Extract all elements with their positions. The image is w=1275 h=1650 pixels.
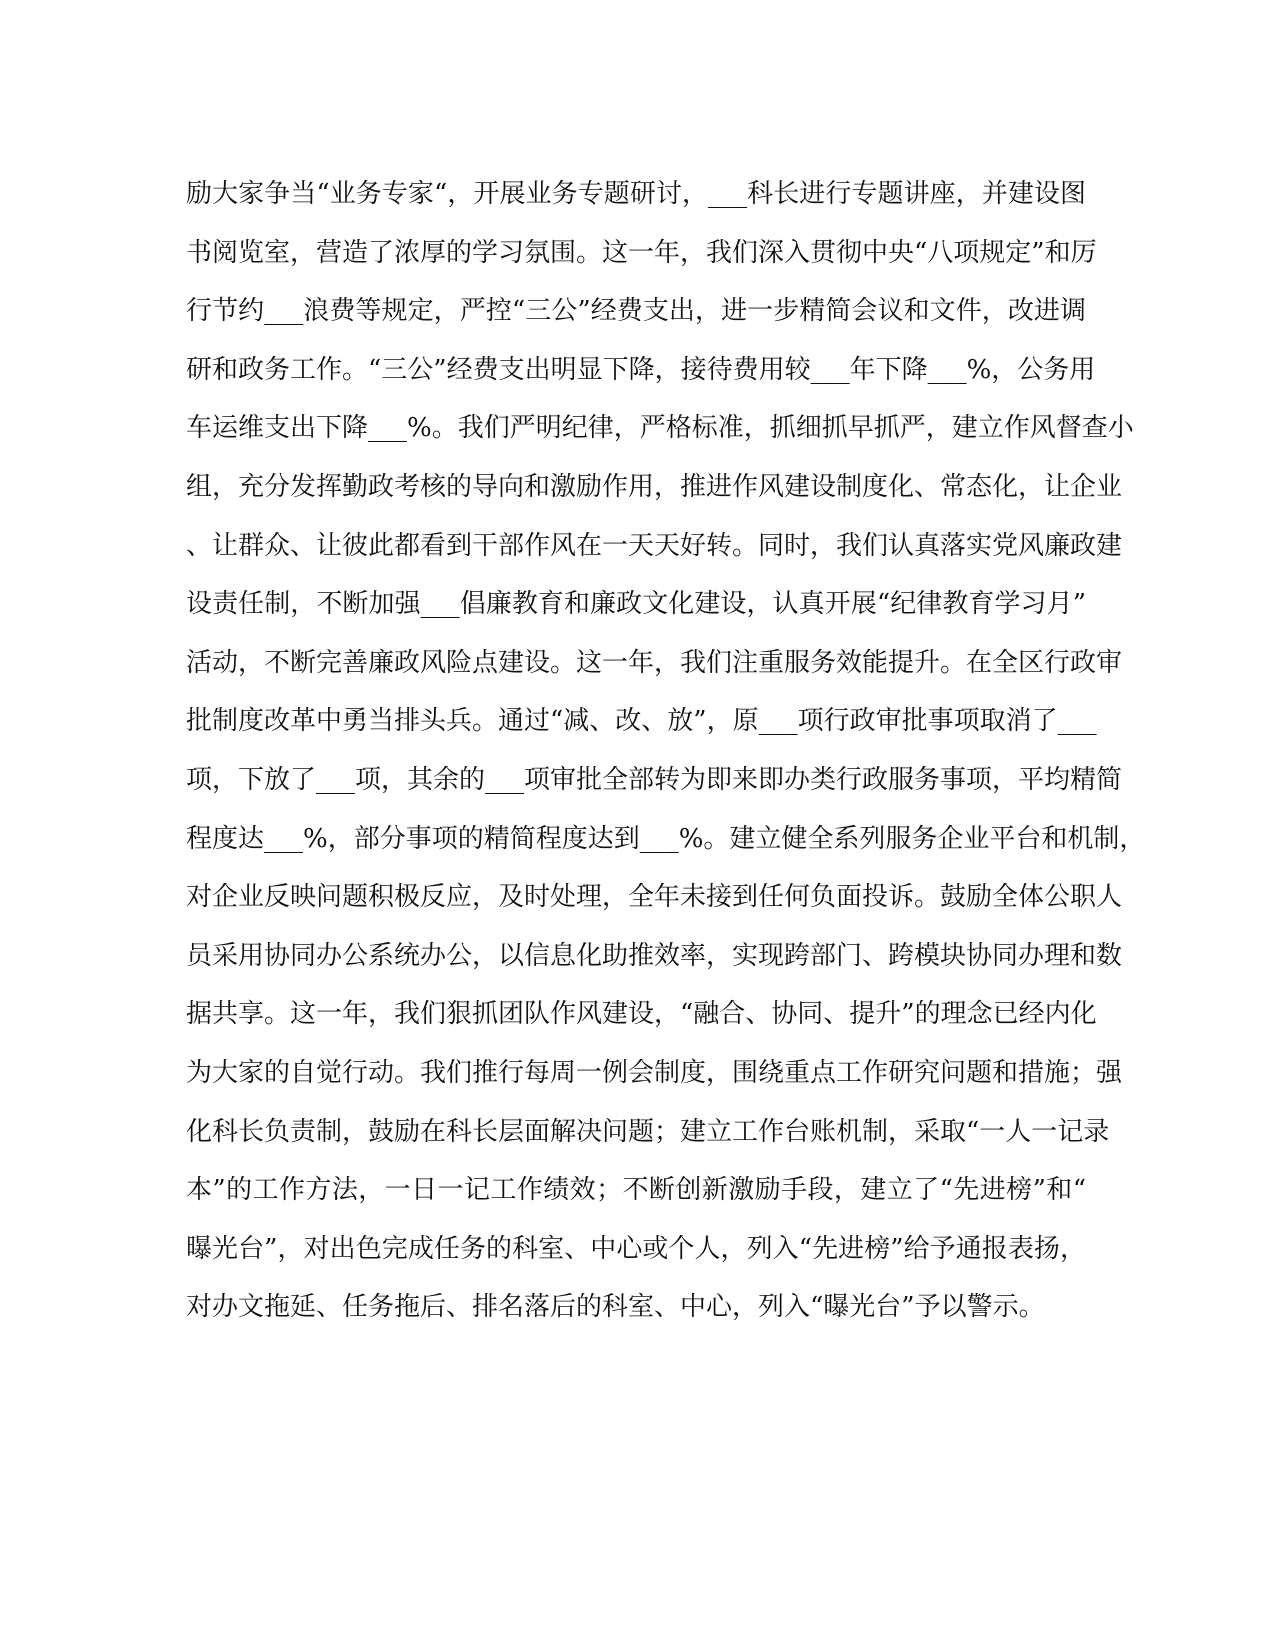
text-line: 本”的工作方法，一日一记工作绩效；不断创新激励手段，建立了“先进榜”和“ xyxy=(186,1175,1086,1206)
text-line: 项，下放了___项，其余的___项审批全部转为即来即办类行政服务事项，平均精简 xyxy=(186,764,1123,795)
text-line: 批制度改革中勇当排头兵。通过“减、改、放”，原___项行政审批事项取消了___ xyxy=(186,706,1097,737)
text-line: 程度达___%，部分事项的精简程度达到___%。建立健全系列服务企业平台和机制， xyxy=(186,823,1146,854)
text-line: 员采用协同办公系统办公，以信息化助推效率，实现跨部门、跨模块协同办理和数 xyxy=(186,940,1123,971)
text-line: 励大家争当“业务专家“，开展业务专题研讨，___科长进行专题讲座，并建设图 xyxy=(186,179,1086,209)
text-line: 行节约___浪费等规定，严控“三公”经费支出，进一步精简会议和文件，改进调 xyxy=(186,296,1086,327)
text-line: 、让群众、让彼此都看到干部作风在一天天好转。同时，我们认真落实党风廉政建 xyxy=(186,530,1123,561)
text-line: 化科长负责制，鼓励在科长层面解决问题；建立工作台账机制，采取“一人一记录 xyxy=(186,1116,1110,1147)
text-line: 活动，不断完善廉政风险点建设。这一年，我们注重服务效能提升。在全区行政审 xyxy=(186,647,1123,678)
text-line: 对办文拖延、任务拖后、排名落后的科室、中心，列入“曝光台”予以警示。 xyxy=(186,1292,1045,1323)
text-line: 书阅览室，营造了浓厚的学习氛围。这一年，我们深入贯彻中央“八项规定”和厉 xyxy=(186,237,1097,268)
text-line: 曝光台”，对出色完成任务的科室、中心或个人，列入“先进榜”给予通报表扬， xyxy=(186,1233,1086,1264)
text-line: 为大家的自觉行动。我们推行每周一例会制度，围绕重点工作研究问题和措施；强 xyxy=(186,1057,1123,1088)
text-line: 组，充分发挥勤政考核的导向和激励作用，推进作风建设制度化、常态化，让企业 xyxy=(186,471,1123,502)
text-line: 据共享。这一年，我们狠抓团队作风建设，“融合、协同、提升”的理念已经内化 xyxy=(186,999,1097,1030)
body-text xyxy=(186,165,1146,1337)
text-line: 设责任制，不断加强___倡廉教育和廉政文化建设，认真开展“纪律教育学习月” xyxy=(186,589,1086,620)
text-line: 研和政务工作。“三公”经费支出明显下降，接待费用较___年下降___%，公务用 xyxy=(186,354,1096,385)
text-line: 对企业反映问题积极反应，及时处理，全年未接到任何负面投诉。鼓励全体公职人 xyxy=(186,882,1123,913)
text-line: 车运维支出下降___%。我们严明纪律，严格标准，抓细抓早抓严，建立作风督查小 xyxy=(186,413,1134,444)
